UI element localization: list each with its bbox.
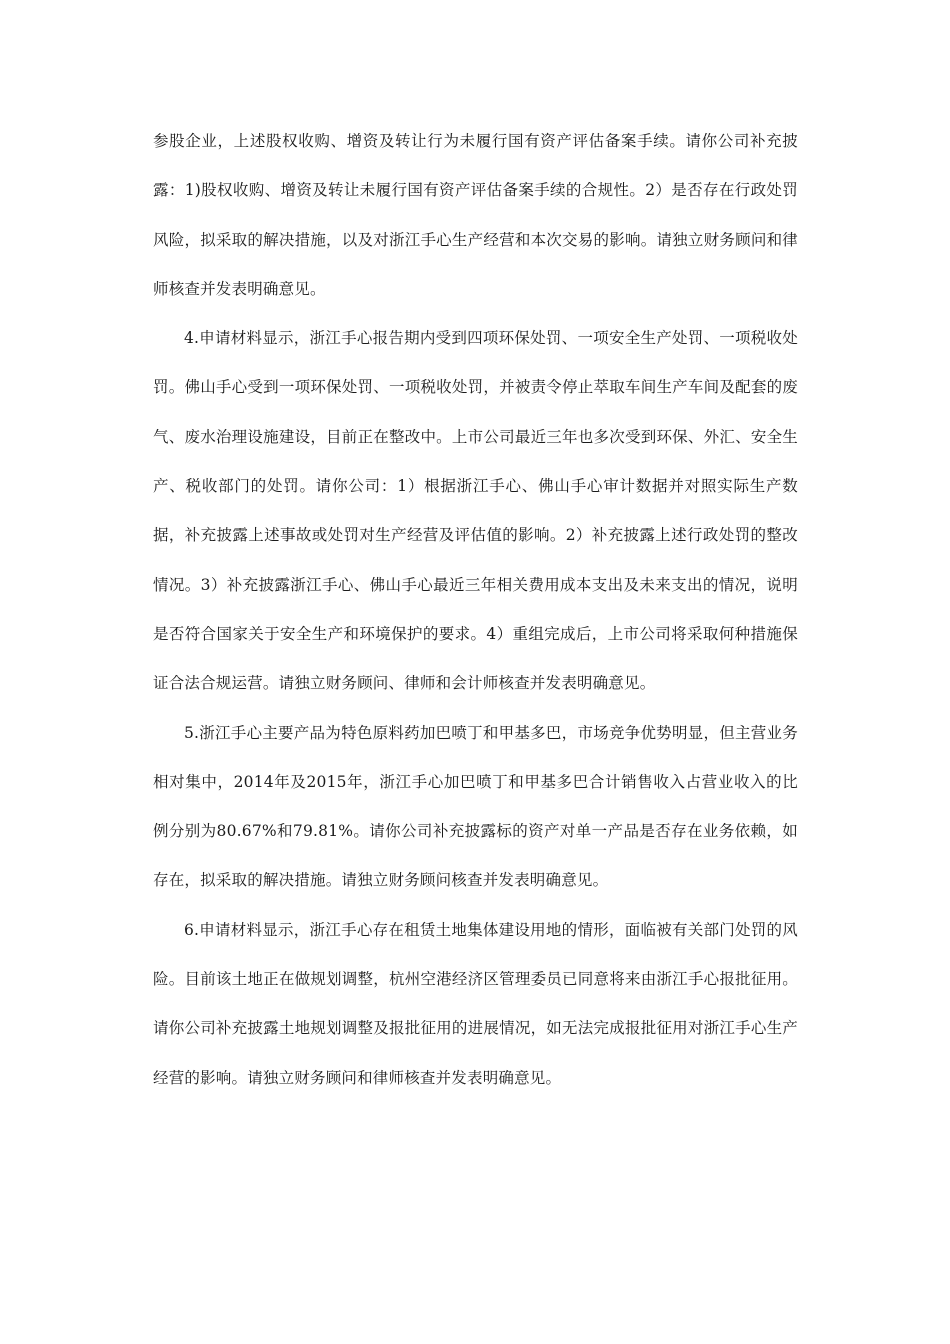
paragraph-item-4: 4.申请材料显示，浙江手心报告期内受到四项环保处罚、一项安全生产处罚、一项税收处罚。佛山手心受到一项环保处罚、一项税收处罚，并被责令停止萃取车间生产车间及配套的废气、废水治理设施建设，目前正在整改中。上市公司最近三年也多次受到环保、外汇、安全生产、税收部门的处罚。请你公司：1）根据浙江手心、佛山手心审计数据并对照实际生产数据，补充披露上述事故或处罚对生产经营及评估值的影响。2）补充披露上述行政处罚的整改情况。3）补充披露浙江手心、佛山手心最近三年相关费用成本支出及未来支出的情况，说明是否符合国家关于安全生产和环境保护的要求。4）重组完成后，上市公司将采取何种措施保证合法合规运营。请独立财务顾问、律师和会计师核查并发表明确意见。 (153, 329, 798, 693)
paragraph-item-6: 6.申请材料显示，浙江手心存在租赁土地集体建设用地的情形，面临被有关部门处罚的风险。目前该土地正在做规划调整，杭州空港经济区管理委员已同意将来由浙江手心报批征用。请你公司补充披露土地规划调整及报批征用的进展情况，如无法完成报批征用对浙江手心生产经营的影响。请独立财务顾问和律师核查并发表明确意见。 (153, 920, 798, 1087)
paragraph-continuation: 参股企业，上述股权收购、增资及转让行为未履行国有资产评估备案手续。请你公司补充披露：1)股权收购、增资及转让未履行国有资产评估备案手续的合规性。2）是否存在行政处罚风险，拟采取的解决措施，以及对浙江手心生产经营和本次交易的影响。请独立财务顾问和律师核查并发表明确意见。 (153, 132, 798, 298)
paragraph-item-5: 5.浙江手心主要产品为特色原料药加巴喷丁和甲基多巴，市场竞争优势明显，但主营业务相对集中，2014年及2015年，浙江手心加巴喷丁和甲基多巴合计销售收入占营业收入的比例分别为80.67%和79.81%。请你公司补充披露标的资产对单一产品是否存在业务依赖，如存在，拟采取的解决措施。请独立财务顾问核查并发表明确意见。 (153, 723, 798, 890)
document-body (153, 117, 798, 1103)
